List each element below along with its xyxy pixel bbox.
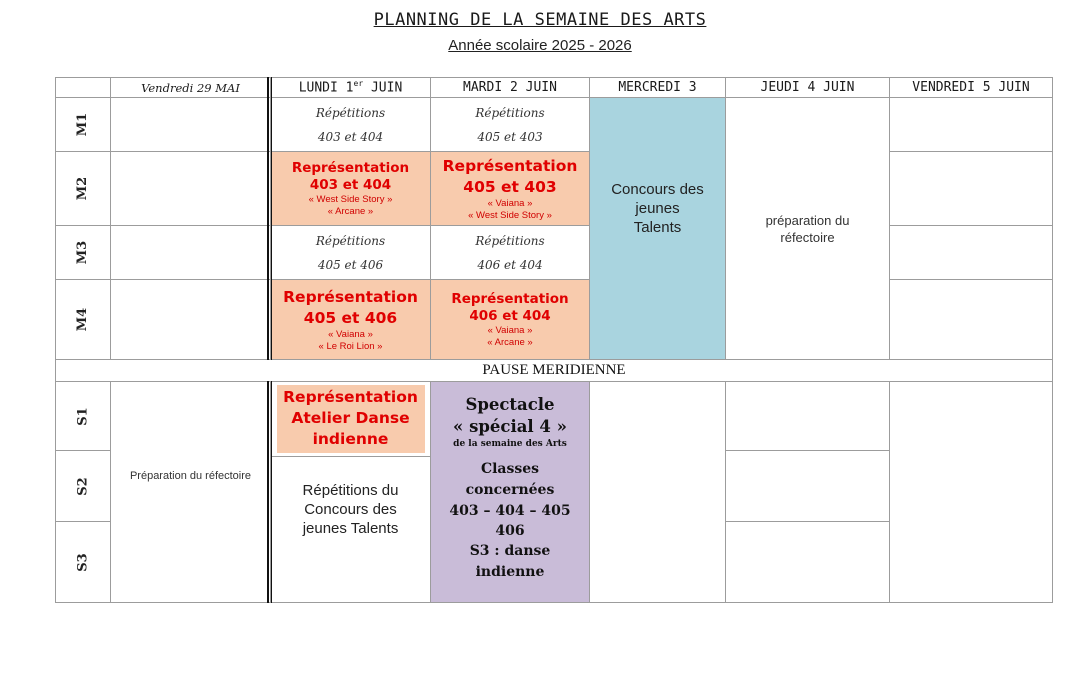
mon-m2 [270,151,431,226]
thu-line1: préparation du [765,213,850,228]
mon-m2-show2: « Arcane » [327,205,374,217]
mon-s2-line1: Répétitions du [302,482,399,499]
tue-m1 [430,97,590,152]
header-fri5: VENDREDI 5 JUIN [889,77,1053,98]
mon-m1-line1: Répétitions [315,105,386,120]
thu-s1 [725,381,890,451]
page-subtitle: Année scolaire 2025 - 2026 [448,37,632,54]
row-label-s2: S2 [55,450,111,522]
fri5-afternoon [889,381,1053,603]
fri5-m3 [889,225,1053,280]
row-label-s1: S1 [55,381,111,451]
tue-m3-line2: 406 et 404 [477,257,543,272]
wed-line1: Concours des [611,181,704,198]
wed-morning [589,97,726,360]
mon-s1-line2: Atelier Danse [291,409,410,427]
header-wed3: MERCREDI 3 [589,77,726,98]
row-label-s3: S3 [55,521,111,603]
wed-afternoon [589,381,726,603]
fri29-m3 [110,225,271,280]
mon-m4-classes: 405 et 406 [303,308,398,327]
tue-m1-line1: Répétitions [475,105,545,120]
mon-m4-show1: « Vaiana » [328,328,373,340]
corner-cell [55,77,111,98]
mon-m4 [270,279,431,360]
tue-s-line4: Classes [480,461,540,477]
tue-s-line5: concernées [465,482,555,498]
lunch-break-row: PAUSE MERIDIENNE [55,359,1053,382]
tue-m2-title: Représentation [442,156,578,175]
schedule-table [55,77,1053,603]
fri5-m2 [889,151,1053,226]
wed-line2: jeunes [635,200,680,217]
mon-m3-line2: 405 et 406 [317,257,384,272]
thu-line2: réfectoire [780,230,835,245]
thick-divider-bottom-2 [271,381,272,603]
header-tue2: MARDI 2 JUIN [430,77,590,98]
mon-s1-line3: indienne [312,430,389,448]
mon-m1 [270,97,431,152]
fri29-m1 [110,97,271,152]
row-label-m4: M4 [55,279,111,360]
mon-m2-show1: « West Side Story » [308,193,393,205]
tue-s-line8: S3 : danse [469,543,551,559]
mon-m4-show2: « Le Roi Lion » [318,340,383,352]
mon-s1-block [277,385,425,453]
thu-morning [725,97,890,360]
tue-m4-show2: « Arcane » [487,336,533,348]
tue-m4 [430,279,590,360]
wed-line3: Talents [633,219,682,236]
fri29-m2 [110,151,271,226]
tue-m1-line2: 405 et 403 [477,129,543,144]
thick-divider-bottom-1 [267,381,269,603]
tue-m4-title: Représentation [451,290,569,307]
header-mon1: LUNDI 1er JUIN [270,77,431,98]
thu-s3 [725,521,890,603]
header-fri29: Vendredi 29 MAI [110,77,271,98]
tue-m3 [430,225,590,280]
thick-divider-top-1 [267,77,269,360]
tue-m4-classes: 406 et 404 [469,307,551,324]
mon-m2-title: Représentation [291,159,410,176]
row-label-m2: M2 [55,151,111,226]
thu-s2 [725,450,890,522]
tue-m4-show1: « Vaiana » [487,324,533,336]
tue-m2-show2: « West Side Story » [468,209,552,221]
mon-s2-line2: Concours des [304,501,397,518]
tue-s-line9: indienne [475,564,545,580]
tue-m2-show1: « Vaiana » [487,197,533,209]
fri29-afternoon-text: Préparation du réfectoire [129,470,252,482]
tue-m2-classes: 405 et 403 [463,177,557,196]
tue-s-line1: Spectacle [465,395,555,414]
tue-s-line6: 403 – 404 – 405 [449,503,571,519]
fri29-m4 [110,279,271,360]
header-thu4: JEUDI 4 JUIN [725,77,890,98]
tue-m2 [430,151,590,226]
fri5-m1 [889,97,1053,152]
mon-m2-classes: 403 et 404 [309,176,392,193]
mon-m3-line1: Répétitions [315,233,386,248]
tue-m3-line1: Répétitions [475,233,545,248]
mon-s1-line1: Représentation [283,388,418,406]
mon-s2-block [303,481,399,538]
fri5-m4 [889,279,1053,360]
mon-afternoon [270,381,431,603]
tue-s-line2: « spécial 4 » [453,417,567,436]
mon-m3 [270,225,431,280]
mon-m4-title: Représentation [283,287,418,306]
tue-afternoon [430,381,590,603]
row-label-m3: M3 [55,225,111,280]
tue-s-line3: de la semaine des Arts [453,439,567,449]
page-title: PLANNING DE LA SEMAINE DES ARTS [373,10,707,30]
tue-s-line7: 406 [495,523,525,539]
fri29-afternoon [110,381,271,603]
mon-m1-line2: 403 et 404 [317,129,384,144]
thick-divider-top-2 [271,77,272,360]
mon-s2-line3: jeunes Talents [302,520,399,537]
row-label-m1: M1 [55,97,111,152]
